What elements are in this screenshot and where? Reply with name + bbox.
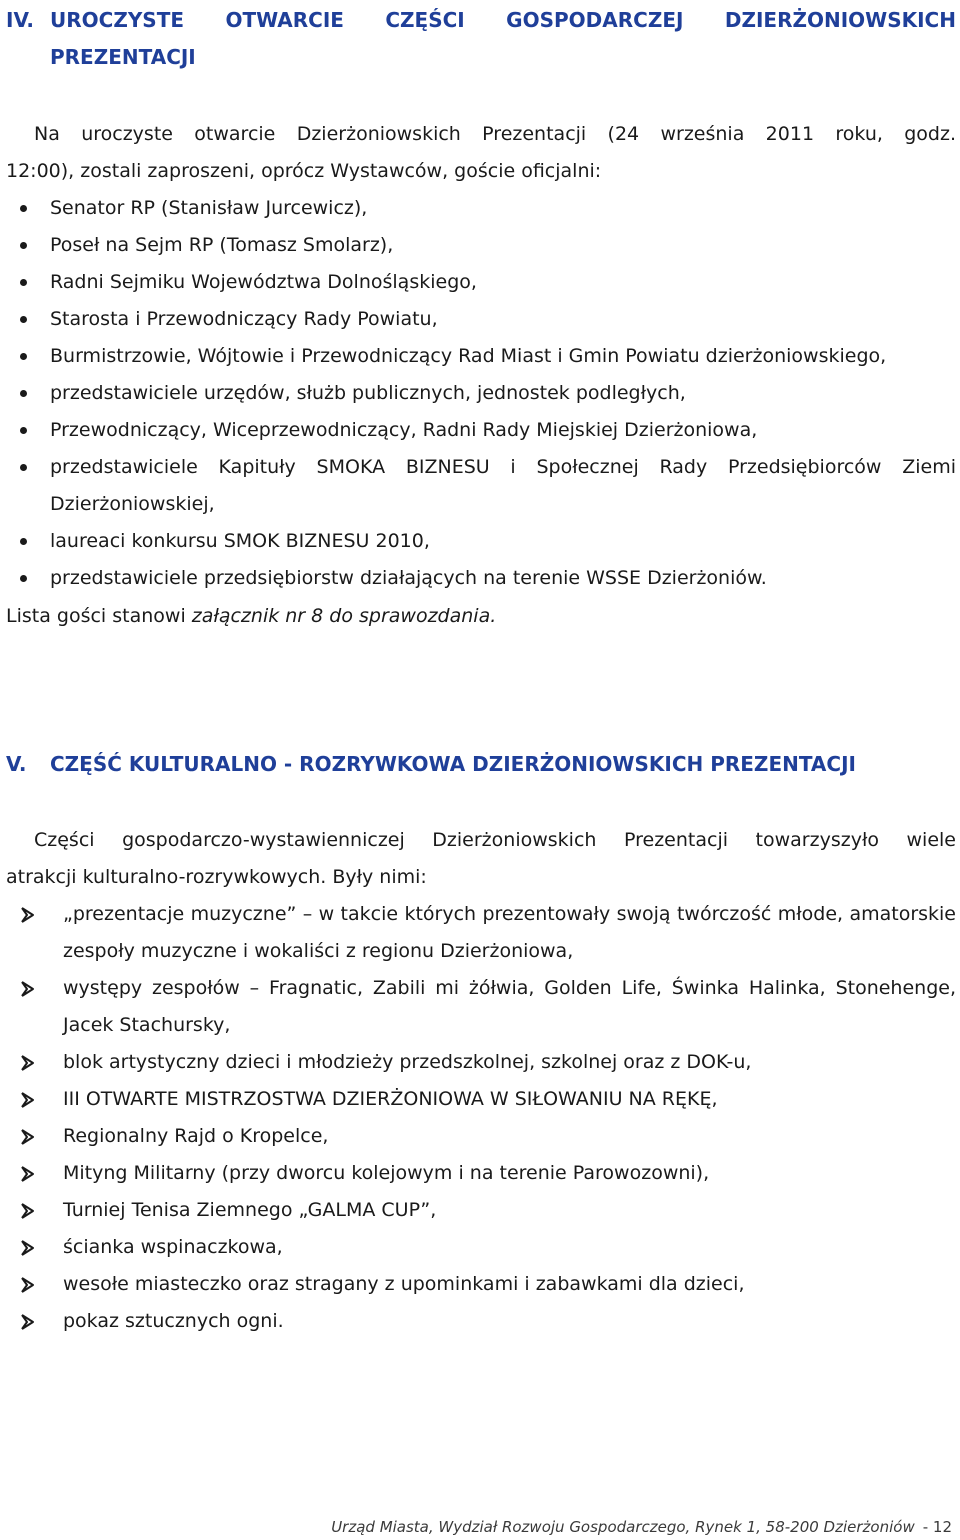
bullet-icon <box>20 205 27 212</box>
guest-list <box>0 190 956 597</box>
arrow-bullet-icon <box>18 1127 38 1147</box>
section-5-heading <box>6 746 956 783</box>
bullet-icon <box>20 353 27 360</box>
page-number: - 12 <box>922 1518 952 1536</box>
section-4-title-word: OTWARCIE <box>225 8 344 32</box>
list-item: III OTWARTE MISTRZOSTWA DZIERŻONIOWA W SIŁOWANIU NA RĘKĘ, <box>0 1081 956 1118</box>
bullet-icon <box>20 464 27 471</box>
section-5-title: CZĘŚĆ KULTURALNO - ROZRYWKOWA DZIERŻONIOWSKICH PREZENTACJI <box>50 752 856 776</box>
arrow-bullet-icon <box>18 979 38 999</box>
arrow-bullet-icon <box>18 1238 38 1258</box>
section-4-title-word: IV. UROCZYSTE <box>6 2 184 39</box>
bullet-icon <box>20 316 27 323</box>
list-item: przedstawiciele urzędów, służb publicznych, jednostek podległych, <box>0 375 956 412</box>
list-item: ścianka wspinaczkowa, <box>0 1229 956 1266</box>
section-4-intro-line-2: 12:00), zostali zaproszeni, oprócz Wystawców, goście oficjalni: <box>6 160 602 182</box>
list-item: blok artystyczny dzieci i młodzieży przedszkolnej, szkolnej oraz z DOK-u, <box>0 1044 956 1081</box>
bullet-icon <box>20 390 27 397</box>
list-item: „prezentacje muzyczne” – w takcie których prezentowały swoją twórczość młode, amatorskie zespoły muzyczne i wokaliści z regionu Dzierżoniowa, <box>0 896 956 970</box>
list-item: Starosta i Przewodniczący Rady Powiatu, <box>0 301 956 338</box>
list-item: Senator RP (Stanisław Jurcewicz), <box>0 190 956 227</box>
section-5-intro <box>6 822 956 896</box>
section-4-intro <box>6 116 956 190</box>
section-4-title-word: CZĘŚCI <box>385 8 465 32</box>
arrow-bullet-icon <box>18 1201 38 1221</box>
list-item: Regionalny Rajd o Kropelce, <box>0 1118 956 1155</box>
arrow-bullet-icon <box>18 1090 38 1110</box>
list-item: Burmistrzowie, Wójtowie i Przewodniczący Rad Miast i Gmin Powiatu dzierżoniowskiego, <box>0 338 956 375</box>
attachment-reference: załącznik nr 8 do sprawozdania. <box>191 605 497 627</box>
section-4-heading-line-1 <box>6 2 956 39</box>
footer-address: Urząd Miasta, Wydział Rozwoju Gospodarczego, Rynek 1, 58-200 Dzierżoniów <box>331 1518 915 1536</box>
list-item: Poseł na Sejm RP (Tomasz Smolarz), <box>0 227 956 264</box>
guest-list-note: Lista gości stanowi załącznik nr 8 do sprawozdania. <box>6 605 497 627</box>
page-footer <box>331 1516 952 1538</box>
section-5-intro-line-2: atrakcji kulturalno-rozrywkowych. Były nimi: <box>6 866 427 888</box>
arrow-bullet-icon <box>18 905 38 925</box>
arrow-bullet-icon <box>18 1053 38 1073</box>
section-4-intro-line-1: Na uroczyste otwarcie Dzierżoniowskich Prezentacji (24 września 2011 roku, godz. <box>34 123 956 145</box>
bullet-icon <box>20 279 27 286</box>
list-item: Radni Sejmiku Województwa Dolnośląskiego, <box>0 264 956 301</box>
bullet-icon <box>20 427 27 434</box>
list-item: Mityng Militarny (przy dworcu kolejowym i na terenie Parowozowni), <box>0 1155 956 1192</box>
bullet-icon <box>20 242 27 249</box>
bullet-icon <box>20 575 27 582</box>
section-4-title-word: GOSPODARCZEJ <box>506 8 684 32</box>
list-item: przedstawiciele Kapituły SMOKA BIZNESU i Społecznej Rady Przedsiębiorców Ziemi Dzierżoniowskiej, <box>0 449 956 523</box>
section-4-heading-line-2: PREZENTACJI <box>50 45 196 69</box>
section-5-intro-line-1: Części gospodarczo-wystawienniczej Dzierżoniowskich Prezentacji towarzyszyło wiele <box>34 829 956 851</box>
section-4-title-word: DZIERŻONIOWSKICH <box>724 8 956 32</box>
list-item: laureaci konkursu SMOK BIZNESU 2010, <box>0 523 956 560</box>
section-4-number: IV. <box>6 8 34 32</box>
list-item: przedstawiciele przedsiębiorstw działających na terenie WSSE Dzierżoniów. <box>0 560 956 597</box>
section-5-number: V. <box>6 752 27 776</box>
list-item: wesołe miasteczko oraz stragany z upominkami i zabawkami dla dzieci, <box>0 1266 956 1303</box>
arrow-bullet-icon <box>18 1312 38 1332</box>
list-item: Przewodniczący, Wiceprzewodniczący, Radni Rady Miejskiej Dzierżoniowa, <box>0 412 956 449</box>
attractions-list <box>0 896 956 1340</box>
list-item: pokaz sztucznych ogni. <box>0 1303 956 1340</box>
list-item: występy zespołów – Fragnatic, Zabili mi żółwia, Golden Life, Świnka Halinka, Stonehenge, Jacek Stachursky, <box>0 970 956 1044</box>
list-item: Turniej Tenisa Ziemnego „GALMA CUP”, <box>0 1192 956 1229</box>
arrow-bullet-icon <box>18 1164 38 1184</box>
bullet-icon <box>20 538 27 545</box>
arrow-bullet-icon <box>18 1275 38 1295</box>
section-4-heading <box>6 2 956 76</box>
